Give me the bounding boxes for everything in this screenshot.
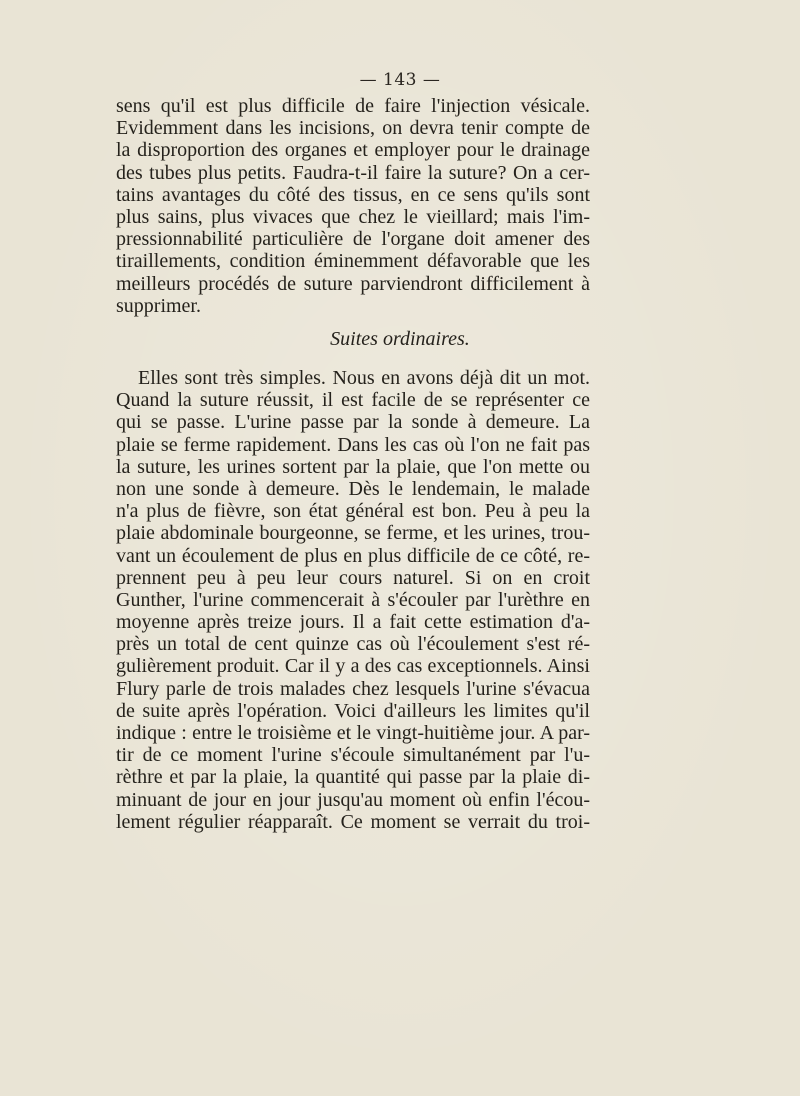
text-line: qui se passe. L'urine passe par la sonde à demeure. La xyxy=(116,411,590,434)
text-line: de suite après l'opération. Voici d'ailleurs les limites qu'il xyxy=(116,699,590,722)
text-line: tains avantages du côté des tissus, en ce sens qu'ils sont xyxy=(116,183,590,206)
text-line: plus sains, plus vivaces que chez le vieillard; mais l'im- xyxy=(116,205,590,228)
text-line: gulièrement produit. Car il y a des cas exceptionnels. Ainsi xyxy=(116,655,590,678)
text-line: Elles sont très simples. Nous en avons déjà dit un mot. xyxy=(138,367,590,389)
text-line: plaie abdominale bourgeonne, se ferme, et les urines, trou- xyxy=(116,522,590,545)
text-line: rèthre et par la plaie, la quantité qui passe par la plaie di- xyxy=(116,766,590,789)
paragraph-2 xyxy=(116,367,590,833)
text-line: tiraillements, condition éminemment défavorable que les xyxy=(116,250,590,273)
text-line: minuant de jour en jour jusqu'au moment où enfin l'écou- xyxy=(116,788,590,811)
text-line: prennent peu à peu leur cours naturel. Si on en croit xyxy=(116,566,590,589)
text-line: plaie se ferme rapidement. Dans les cas où l'on ne fait pas xyxy=(116,433,590,456)
text-line: n'a plus de fièvre, son état général est bon. Peu à peu la xyxy=(116,500,590,523)
text-line: vant un écoulement de plus en plus difficile de ce côté, re- xyxy=(116,544,590,567)
page-number: — 143 — xyxy=(359,70,441,90)
text-line: la disproportion des organes et employer pour le drainage xyxy=(116,139,590,162)
text-line: des tubes plus petits. Faudra-t-il faire la suture? On a cer- xyxy=(116,161,590,184)
text-line: supprimer. xyxy=(116,294,201,317)
text-line: moyenne après treize jours. Il a fait cette estimation d'a- xyxy=(116,611,590,634)
text-line: meilleurs procédés de suture parviendront difficilement à xyxy=(116,272,590,295)
text-line: Flury parle de trois malades chez lesquels l'urine s'évacua xyxy=(116,677,590,700)
text-line: pressionnabilité particulière de l'organe doit amener des xyxy=(116,228,590,251)
text-line: près un total de cent quinze cas où l'écoulement s'est ré- xyxy=(116,633,590,656)
text-line: indique : entre le troisième et le vingt-huitième jour. A par- xyxy=(116,722,590,744)
text-line: tir de ce moment l'urine s'écoule simultanément par l'u- xyxy=(116,744,590,767)
text-line: la suture, les urines sortent par la plaie, que l'on mette ou xyxy=(116,455,590,478)
text-line: Evidemment dans les incisions, on devra tenir compte de xyxy=(116,117,590,140)
text-line: non une sonde à demeure. Dès le lendemain, le malade xyxy=(116,477,590,500)
text-line: Gunther, l'urine commencerait à s'écouler par l'urèthre en xyxy=(116,588,590,611)
text-line: Quand la suture réussit, il est facile de se représenter ce xyxy=(116,389,590,412)
text-line: lement régulier réapparaît. Ce moment se verrait du troi- xyxy=(116,810,590,833)
text-line: sens qu'il est plus difficile de faire l'injection vésicale. xyxy=(116,95,590,117)
section-heading: Suites ordinaires. xyxy=(330,328,470,350)
paragraph-1 xyxy=(116,95,590,317)
